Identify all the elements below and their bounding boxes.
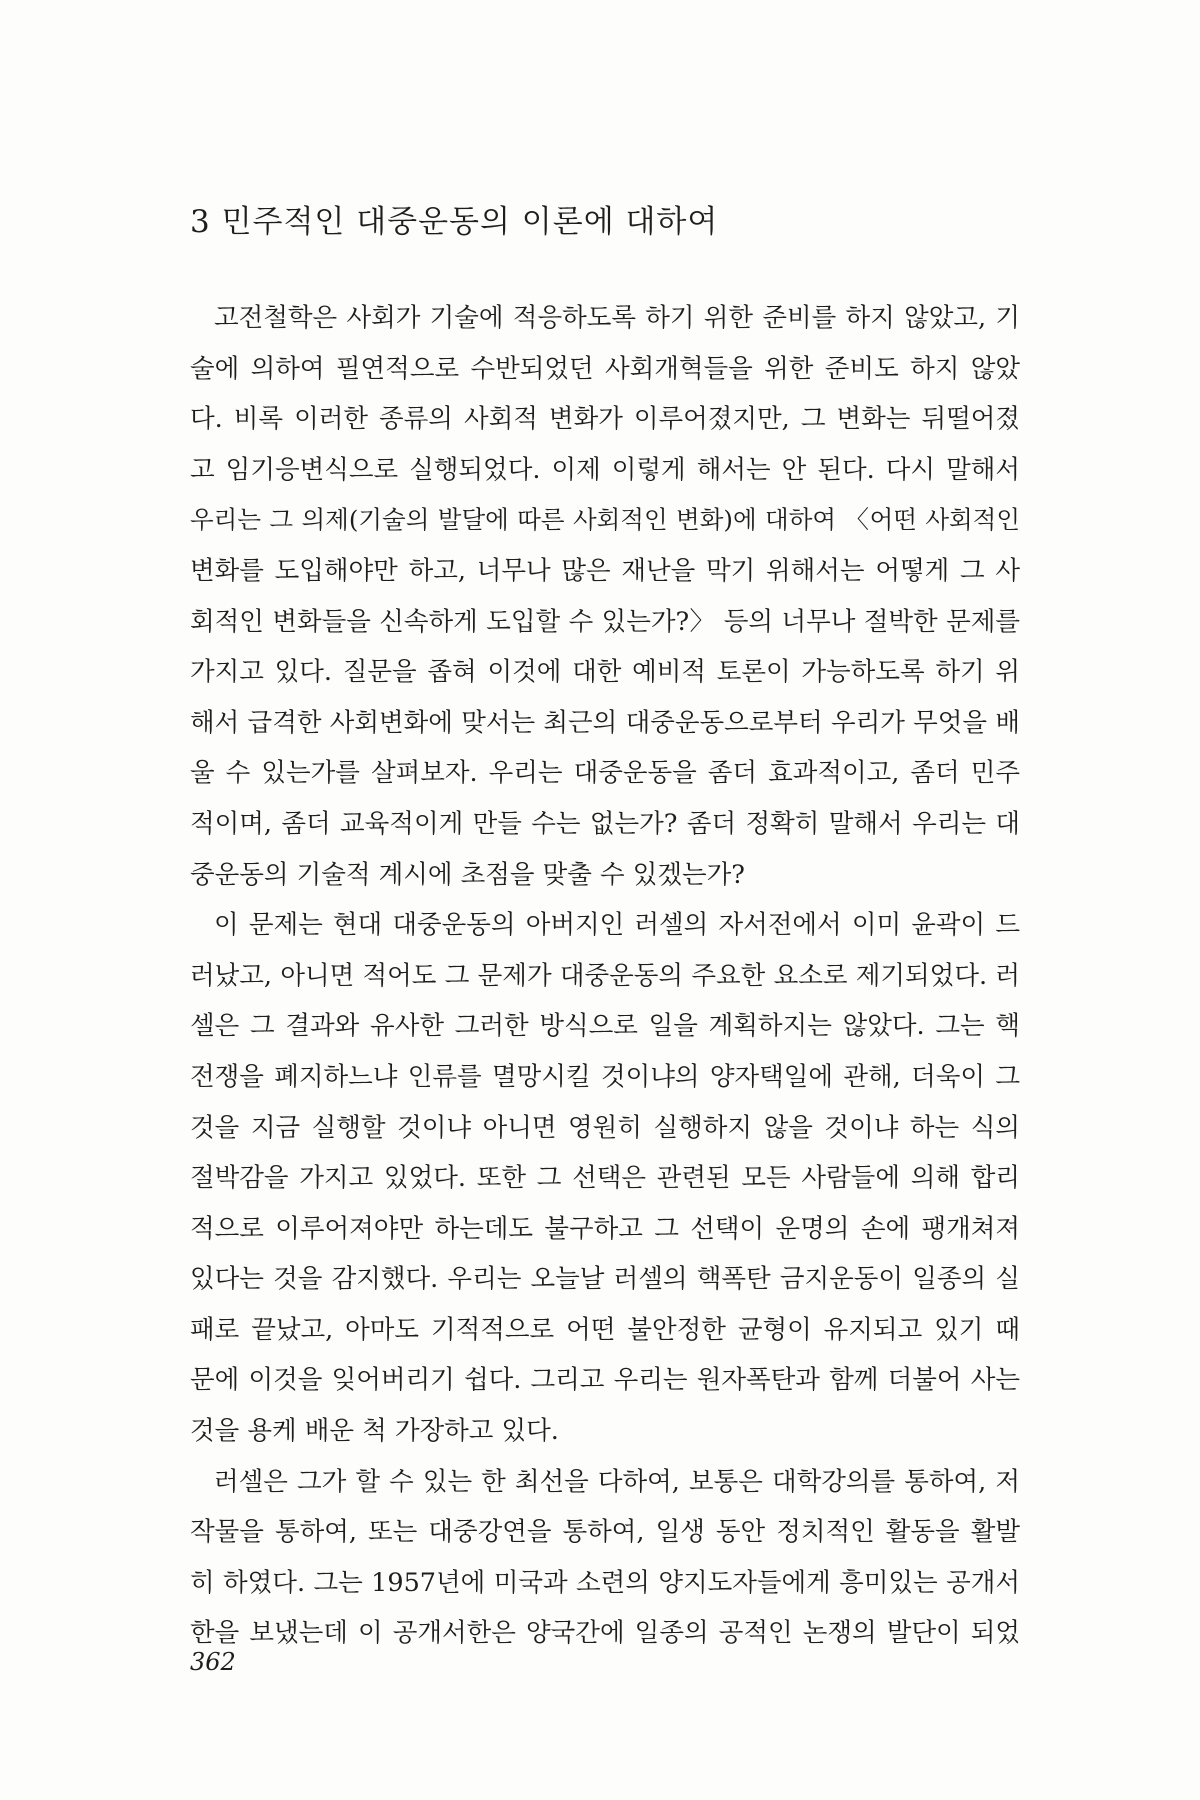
- text-line: 러셀은 그가 할 수 있는 한 최선을 다하여, 보통은 대학강의를 통하여, 저: [214, 1466, 1020, 1497]
- text-line: 한을 보냈는데 이 공개서한은 양국간에 일종의 공적인 논쟁의 발단이 되었: [190, 1618, 1020, 1649]
- text-line: 이 문제는 현대 대중운동의 아버지인 러셀의 자서전에서 이미 윤곽이 드: [214, 910, 1020, 941]
- text-line: 적으로 이루어져야만 하는데도 불구하고 그 선택이 운명의 손에 팽개쳐져: [190, 1213, 1020, 1244]
- text-line: 러났고, 아니면 적어도 그 문제가 대중운동의 주요한 요소로 제기되었다. 러: [190, 960, 1020, 991]
- text-line: 가지고 있다. 질문을 좁혀 이것에 대한 예비적 토론이 가능하도록 하기 위: [190, 657, 1020, 688]
- section-title: 3 민주적인 대중운동의 이론에 대하여: [190, 204, 719, 240]
- page-number: 362: [190, 1648, 236, 1676]
- paragraph: [190, 293, 1020, 900]
- body-text: [190, 293, 1020, 1659]
- text-line: 패로 끝났고, 아마도 기적적으로 어떤 불안정한 균형이 유지되고 있기 때: [190, 1314, 1020, 1345]
- text-line: 술에 의하여 필연적으로 수반되었던 사회개혁들을 위한 준비도 하지 않았: [190, 353, 1020, 384]
- text-line: 고전철학은 사회가 기술에 적응하도록 하기 위한 준비를 하지 않았고, 기: [214, 303, 1020, 333]
- text-line: 해서 급격한 사회변화에 맞서는 최근의 대중운동으로부터 우리가 무엇을 배: [190, 707, 1020, 738]
- paragraph: [190, 1457, 1020, 1659]
- text-line: 히 하였다. 그는 1957년에 미국과 소련의 양지도자들에게 흥미있는 공개서: [190, 1567, 1020, 1598]
- text-line: 적이며, 좀더 교육적이게 만들 수는 없는가? 좀더 정확히 말해서 우리는 대: [190, 808, 1020, 839]
- text-line: 다. 비록 이러한 종류의 사회적 변화가 이루어졌지만, 그 변화는 뒤떨어졌: [190, 404, 1020, 435]
- text-line: 것을 지금 실행할 것이냐 아니면 영원히 실행하지 않을 것이냐 하는 식의: [190, 1112, 1020, 1143]
- text-line: 셀은 그 결과와 유사한 그러한 방식으로 일을 계획하지는 않았다. 그는 핵: [190, 1011, 1020, 1042]
- text-line: 전쟁을 폐지하느냐 인류를 멸망시킬 것이냐의 양자택일에 관해, 더욱이 그: [190, 1061, 1020, 1092]
- paragraph: [190, 900, 1020, 1457]
- text-line: 회적인 변화들을 신속하게 도입할 수 있는가?〉 등의 너무나 절박한 문제를: [190, 606, 1020, 637]
- text-line: 변화를 도입해야만 하고, 너무나 많은 재난을 막기 위해서는 어떻게 그 사: [190, 555, 1020, 586]
- text-line: 작물을 통하여, 또는 대중강연을 통하여, 일생 동안 정치적인 활동을 활발: [190, 1517, 1020, 1548]
- text-line: 절박감을 가지고 있었다. 또한 그 선택은 관련된 모든 사람들에 의해 합리: [190, 1163, 1020, 1194]
- text-line: 우리는 그 의제(기술의 발달에 따른 사회적인 변화)에 대하여 〈어떤 사회적인: [190, 505, 1020, 535]
- text-line: 중운동의 기술적 계시에 초점을 맞출 수 있겠는가?: [190, 859, 745, 890]
- text-line: 고 임기응변식으로 실행되었다. 이제 이렇게 해서는 안 된다. 다시 말해서: [190, 454, 1020, 485]
- text-line: 것을 용케 배운 척 가장하고 있다.: [190, 1416, 559, 1447]
- text-line: 울 수 있는가를 살펴보자. 우리는 대중운동을 좀더 효과적이고, 좀더 민주: [190, 758, 1020, 789]
- text-line: 있다는 것을 감지했다. 우리는 오늘날 러셀의 핵폭탄 금지운동이 일종의 실: [190, 1264, 1020, 1295]
- text-line: 문에 이것을 잊어버리기 쉽다. 그리고 우리는 원자폭탄과 함께 더불어 사는: [190, 1365, 1020, 1396]
